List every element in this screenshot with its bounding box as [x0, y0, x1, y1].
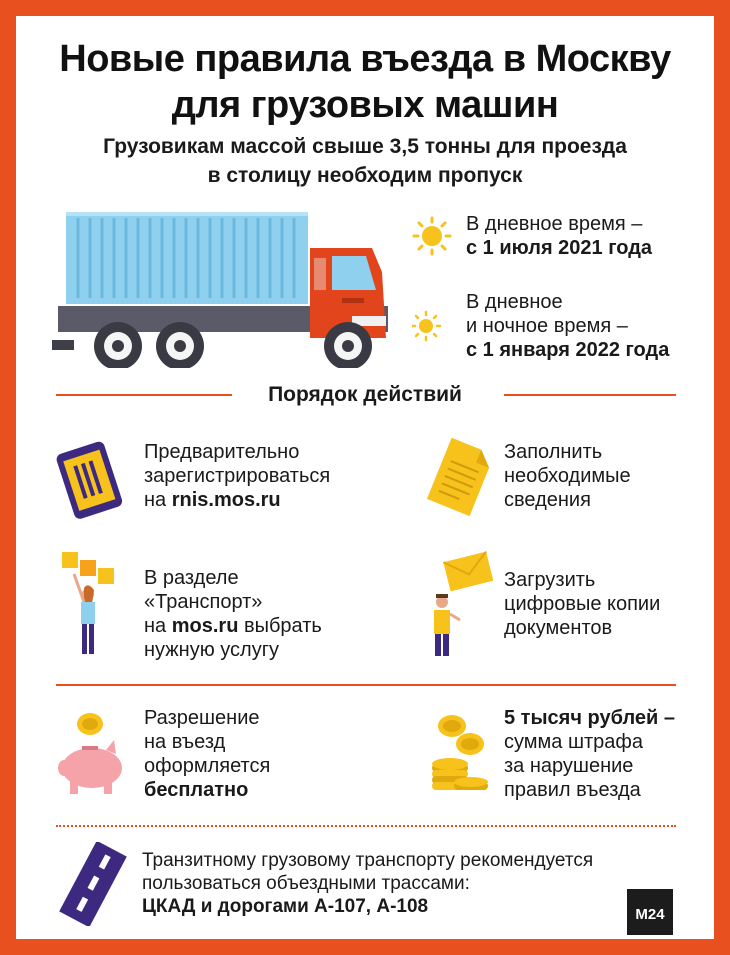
divider-middle: [56, 684, 676, 686]
daynight-schedule-date: с 1 января 2022 года: [466, 339, 670, 361]
step-choose: [144, 566, 322, 662]
person-envelope-icon: [424, 550, 498, 660]
sun-moon-icon: [412, 310, 456, 346]
step-choose-prefix: на: [144, 615, 172, 637]
step-upload-line-3: документов: [504, 617, 613, 639]
document-icon: [424, 436, 498, 516]
daynight-schedule-line-1: В дневное: [466, 291, 563, 313]
step-register-prefix: на: [144, 489, 172, 511]
divider-right: [504, 394, 676, 396]
coins-icon: [428, 712, 498, 798]
subtitle-line-1: Грузовикам массой свыше 3,5 тонны для проезда: [103, 135, 627, 158]
day-schedule-line-1: В дневное время –: [466, 213, 643, 235]
info-fine: [504, 706, 675, 802]
daynight-schedule: [466, 290, 669, 362]
info-free-line-3: оформляется: [144, 755, 271, 777]
step-fill-line-3: сведения: [504, 489, 591, 511]
step-upload-line-1: Загрузить: [504, 569, 596, 591]
info-fine-line-1: 5 тысяч рублей –: [504, 707, 675, 729]
sun-icon: [412, 216, 452, 256]
step-register-line-1: Предварительно: [144, 441, 300, 463]
m24-logo: [627, 889, 673, 935]
info-fine-line-2: сумма штрафа: [504, 731, 643, 753]
info-free-line-2: на въезд: [144, 731, 226, 753]
transit-line-2: пользоваться объездными трассами:: [142, 873, 470, 894]
step-register-line-2: зарегистрироваться: [144, 465, 331, 487]
step-fill: [504, 440, 631, 512]
step-choose-line-2: «Транспорт»: [144, 591, 263, 613]
section-title: Порядок действий: [268, 383, 462, 406]
person-boxes-icon: [58, 548, 128, 660]
step-register: [144, 440, 330, 512]
m24-logo-text: M24: [635, 906, 665, 923]
rnis-link[interactable]: rnis.mos.ru: [171, 489, 281, 511]
info-free-line-1: Разрешение: [144, 707, 260, 729]
mos-link[interactable]: mos.ru: [171, 615, 239, 637]
page-subtitle: [16, 132, 714, 190]
step-register-line-3: [144, 488, 330, 512]
step-choose-suffix: выбрать: [238, 615, 322, 637]
transit-line-3: ЦКАД и дорогами А-107, А-108: [142, 896, 429, 917]
step-upload-line-2: цифровые копии: [504, 593, 661, 615]
step-upload: [504, 568, 660, 640]
subtitle-line-2: в столицу необходим пропуск: [207, 164, 523, 187]
page-title: [16, 36, 714, 128]
piggy-bank-icon: [56, 710, 128, 800]
step-choose-line-3: [144, 614, 322, 638]
info-free: [144, 706, 270, 802]
truck-icon: [52, 208, 392, 368]
step-choose-line-1: В разделе: [144, 567, 239, 589]
title-line-2: для грузовых машин: [171, 84, 559, 126]
transit-note: [142, 849, 593, 918]
infographic-frame: [16, 16, 714, 939]
info-free-line-4: бесплатно: [144, 779, 249, 801]
tablet-icon: [50, 436, 130, 522]
step-choose-line-4: нужную услугу: [144, 639, 279, 661]
day-schedule-date: с 1 июля 2021 года: [466, 237, 653, 259]
info-fine-line-4: правил въезда: [504, 779, 641, 801]
info-fine-line-3: за нарушение: [504, 755, 634, 777]
step-fill-line-2: необходимые: [504, 465, 631, 487]
daynight-schedule-line-2: и ночное время –: [466, 315, 628, 337]
transit-line-1: Транзитному грузовому транспорту рекомендуется: [142, 850, 594, 871]
divider-dotted: [56, 825, 676, 827]
step-fill-line-1: Заполнить: [504, 441, 603, 463]
day-schedule: [466, 212, 652, 260]
road-icon: [56, 842, 130, 926]
title-line-1: Новые правила въезда в Москву: [59, 38, 671, 80]
